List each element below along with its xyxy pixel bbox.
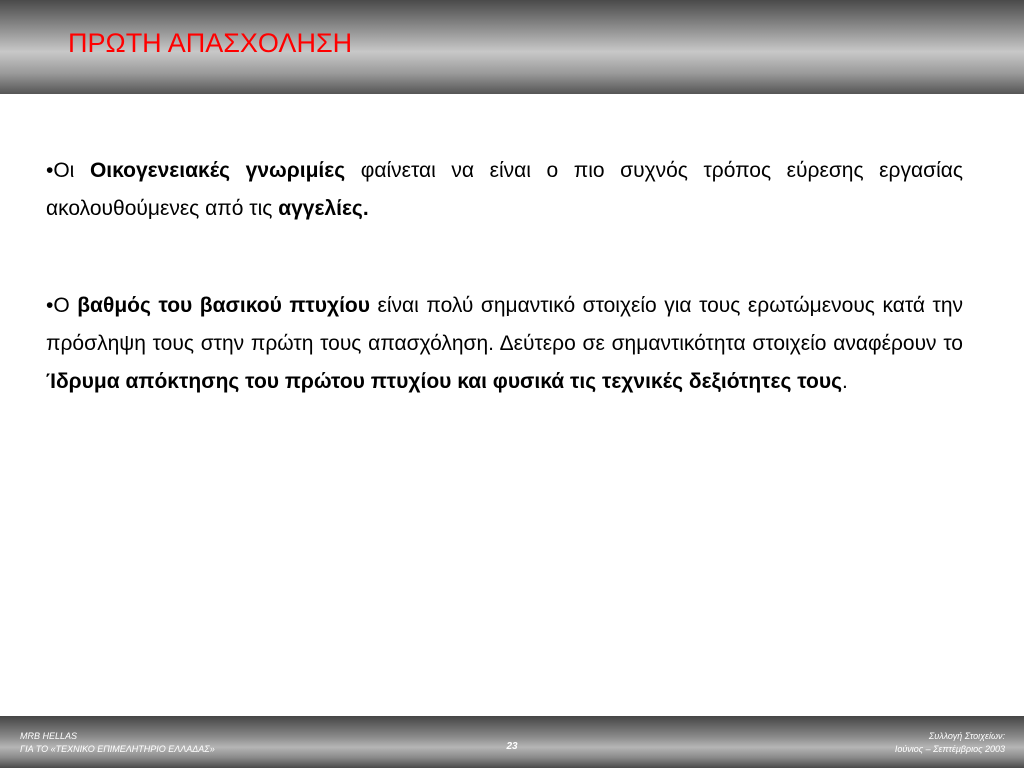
emphasis-text: βαθμός του βασικού πτυχίου bbox=[77, 294, 370, 317]
footer-company: MRB HELLAS bbox=[20, 731, 78, 741]
emphasis-text: Οικογενειακές γνωριμίες bbox=[89, 159, 346, 182]
paragraph-text: •Οι bbox=[46, 159, 90, 182]
bullet-paragraph-family-acquaintances bbox=[46, 152, 963, 228]
footer-client: ΓΙΑ ΤΟ «ΤΕΧΝΙΚΟ ΕΠΙΜΕΛΗΤΗΡΙΟ ΕΛΛΑΔΑΣ» bbox=[20, 744, 215, 754]
slide-content bbox=[46, 152, 963, 401]
emphasis-text: αγγελίες. bbox=[278, 197, 369, 220]
footer-right-dates bbox=[895, 730, 1005, 756]
paragraph-text: φαίνεται να είναι ο πιο συχνός τρόπος εύρεσης εργασίας ακολουθούμενες από τις bbox=[46, 159, 963, 220]
paragraph-text: •Ο bbox=[46, 294, 78, 317]
footer-collection-label: Συλλογή Στοιχείων: bbox=[928, 731, 1005, 741]
footer-collection-period: Ιούνιος – Σεπτέμβριος 2003 bbox=[894, 744, 1005, 754]
paragraph-text: είναι πολύ σημαντικό στοιχείο για τους ερωτώμενους κατά την πρόσληψη τους στην πρώτη τους απασχόληση. Δεύτερο σε σημαντικότητα στοιχείο αναφέρουν το bbox=[46, 294, 963, 355]
emphasis-text: Ίδρυμα απόκτησης του πρώτου πτυχίου και φυσικά τις τεχνικές δεξιότητες τους bbox=[46, 370, 843, 393]
slide-title: ΠΡΩΤΗ ΑΠΑΣΧΟΛΗΣΗ bbox=[68, 28, 353, 58]
paragraph-text: . bbox=[842, 370, 848, 393]
page-number: 23 bbox=[506, 741, 518, 752]
bullet-paragraph-degree-grade bbox=[46, 287, 963, 401]
